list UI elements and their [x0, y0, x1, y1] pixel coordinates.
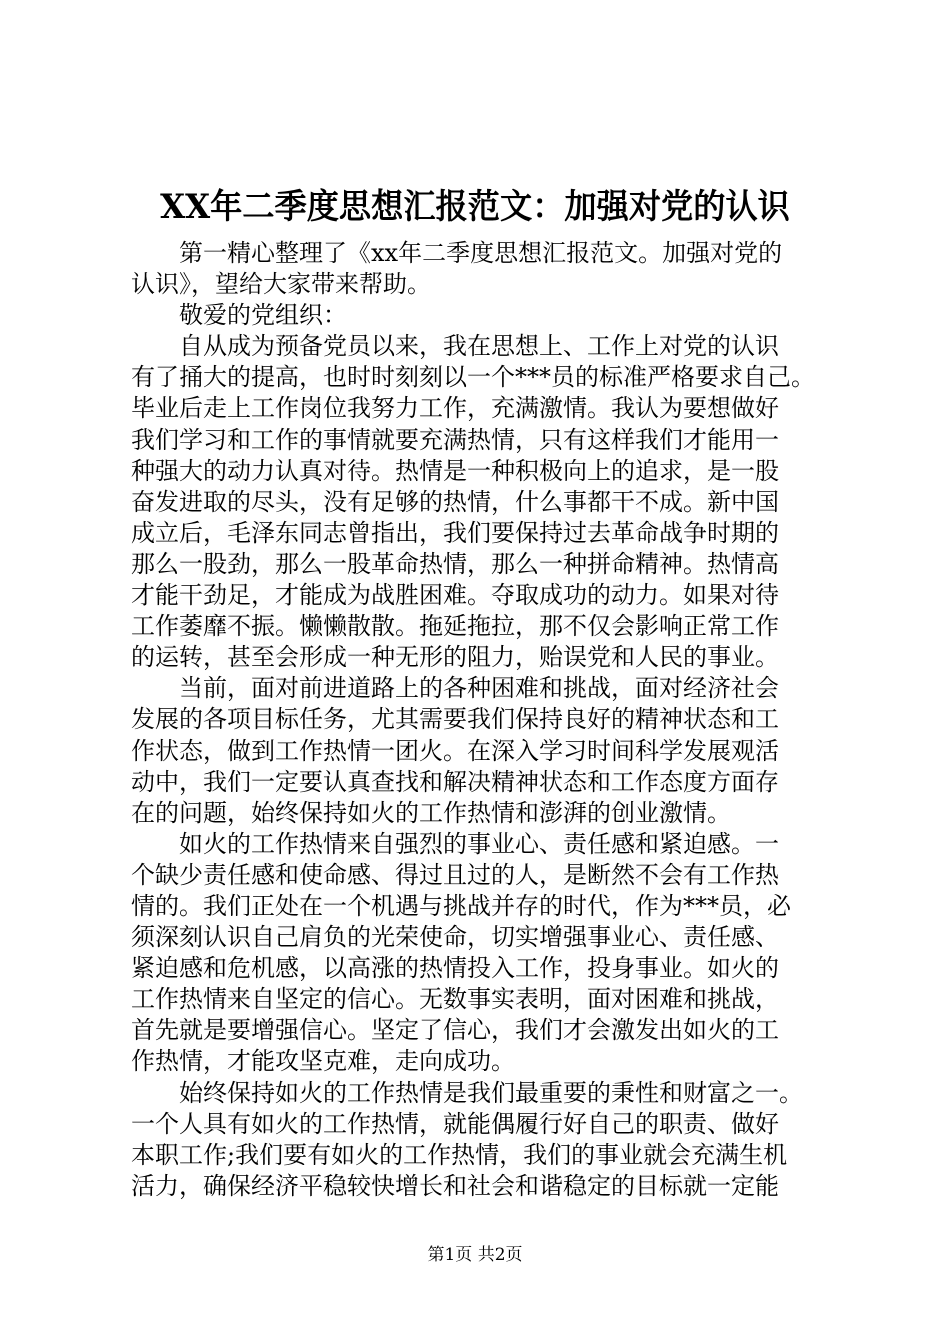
body-line: 认识》，望给大家带来帮助。: [131, 270, 431, 299]
body-line: 敬爱的党组织：: [131, 301, 347, 330]
document-title: XX年二季度思想汇报范文：加强对党的认识: [160, 187, 790, 227]
body-line: 工作热情来自坚定的信心。无数事实表明，面对困难和挑战，: [131, 985, 779, 1014]
body-line: 须深刻认识自己肩负的光荣使命，切实增强事业心、责任感、: [131, 923, 779, 952]
body-line: 情的。我们正处在一个机遇与挑战并存的时代，作为***员，必: [131, 891, 791, 920]
body-line: 有了捅大的提高，也时时刻刻以一个***员的标准严格要求自己。: [131, 363, 815, 392]
body-line: 本职工作;我们要有如火的工作热情，我们的事业就会充满生机: [131, 1140, 788, 1169]
body-line: 当前，面对前进道路上的各种困难和挑战，面对经济社会: [131, 674, 779, 703]
body-line: 活力，确保经济平稳较快增长和社会和谐稳定的目标就一定能: [131, 1171, 779, 1200]
body-line: 的运转，甚至会形成一种无形的阻力，贻误党和人民的事业。: [131, 643, 779, 672]
body-line: 动中，我们一定要认真查找和解决精神状态和工作态度方面存: [131, 767, 779, 796]
body-line: 始终保持如火的工作热情是我们最重要的秉性和财富之一。: [131, 1078, 803, 1107]
body-line: 我们学习和工作的事情就要充满热情，只有这样我们才能用一: [131, 425, 779, 454]
body-line: 首先就是要增强信心。坚定了信心，我们才会激发出如火的工: [131, 1016, 779, 1045]
body-line: 自从成为预备党员以来，我在思想上、工作上对党的认识: [131, 332, 779, 361]
body-line: 才能干劲足，才能成为战胜困难。夺取成功的动力。如果对待: [131, 581, 779, 610]
body-line: 发展的各项目标任务，尤其需要我们保持良好的精神状态和工: [131, 705, 779, 734]
document-body: [131, 238, 833, 1202]
body-line: 成立后，毛泽东同志曾指出，我们要保持过去革命战争时期的: [131, 518, 779, 547]
body-line: 在的问题，始终保持如火的工作热情和澎湃的创业激情。: [131, 798, 731, 827]
body-line: 作热情，才能攻坚克难，走向成功。: [131, 1047, 515, 1076]
body-line: 工作萎靡不振。懒懒散散。拖延拖拉，那不仅会影响正常工作: [131, 612, 779, 641]
body-line: 如火的工作热情来自强烈的事业心、责任感和紧迫感。一: [131, 829, 779, 858]
body-line: 种强大的动力认真对待。热情是一种积极向上的追求，是一股: [131, 456, 779, 485]
body-line: 奋发进取的尽头，没有足够的热情，什么事都干不成。新中国: [131, 487, 779, 516]
body-line: 那么一股劲，那么一股革命热情，那么一种拼命精神。热情高: [131, 549, 779, 578]
body-line: 个缺少责任感和使命感、得过且过的人，是断然不会有工作热: [131, 860, 779, 889]
body-line: 作状态，做到工作热情一团火。在深入学习时间科学发展观活: [131, 736, 779, 765]
body-line: 紧迫感和危机感，以高涨的热情投入工作，投身事业。如火的: [131, 954, 779, 983]
page-footer: 第1页 共2页: [427, 1245, 523, 1265]
body-line: 第一精心整理了《xx年二季度思想汇报范文。加强对党的: [131, 239, 783, 267]
body-line: 一个人具有如火的工作热情，就能偶履行好自己的职责、做好: [131, 1109, 779, 1138]
body-line: 毕业后走上工作岗位我努力工作，充满激情。我认为要想做好: [131, 394, 779, 423]
